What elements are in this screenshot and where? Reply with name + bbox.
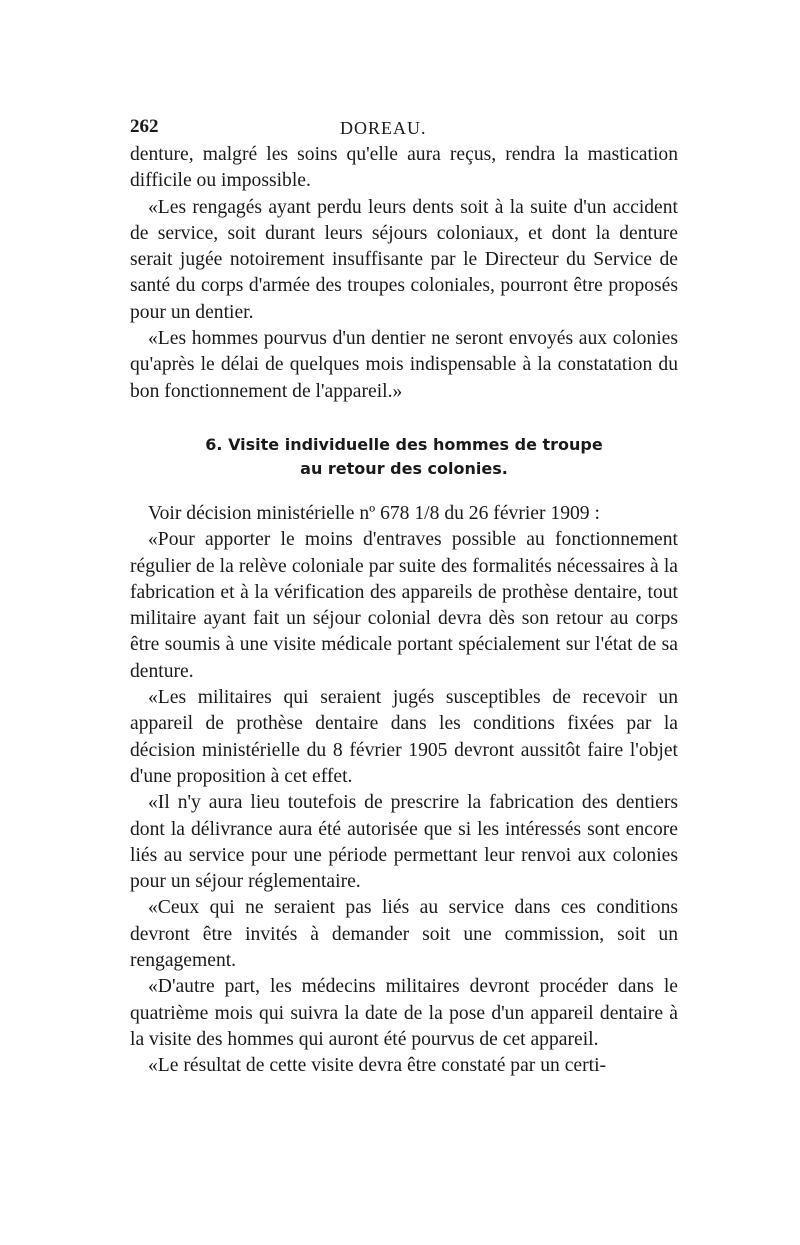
paragraph-militaires-susceptibles: «Les militaires qui seraient jugés susceptibles de recevoir un appareil de prothèse dentaire dans les conditions fixées par la décision ministérielle du 8 février 1905 devront aussitôt faire l'objet d'une proposition à cet effet. <box>130 687 678 787</box>
section-heading <box>130 433 678 481</box>
paragraph-hommes-pourvus: «Les hommes pourvus d'un dentier ne seront envoyés aux colonies qu'après le délai de quelques mois indispensable à la constatation du bon fonctionnement de l'appareil.» <box>130 328 678 402</box>
paragraph-fabrication-dentiers: «Il n'y aura lieu toutefois de prescrire la fabrication des dentiers dont la délivrance aura été autorisée que si les intéressés sont encore liés au service pour une période permettant leur renvoi aux colonies pour un séjour réglementaire. <box>130 792 678 893</box>
page-header <box>130 112 678 142</box>
section-heading-line-2: au retour des colonies. <box>300 458 508 478</box>
section-heading-line-1: 6. Visite individuelle des hommes de troupe <box>205 434 603 454</box>
paragraph-continuation: denture, malgré les soins qu'elle aura reçus, rendra la mastication difficile ou impossible. <box>130 144 678 192</box>
paragraph-medecins-militaires: «D'autre part, les médecins militaires devront procéder dans le quatrième mois qui suivra la date de la pose d'un appareil dentaire à la visite des hommes qui auront été pourvus de cet appareil. <box>130 976 678 1050</box>
page-number: 262 <box>130 116 159 137</box>
paragraph-releve-coloniale: «Pour apporter le moins d'entraves possible au fonctionnement régulier de la relève coloniale par suite des formalités nécessaires à la fabrication et à la vérification des appareils de prothèse dentaire, tout militaire ayant fait un séjour colonial devra dès son retour au corps être soumis à une visite médicale portant spécialement sur l'état de sa denture. <box>130 529 678 682</box>
paragraph-rengages: «Les rengagés ayant perdu leurs dents soit à la suite d'un accident de service, soit durant leurs séjours coloniaux, et dont la denture serait jugée notoirement insuffisante par le Directeur du Service de santé du corps d'armée des troupes coloniales, pourront être proposés pour un dentier. <box>130 196 678 323</box>
running-head: DOREAU. <box>340 118 427 138</box>
paragraph-decision-reference: Voir décision ministérielle nº 678 1/8 du 26 février 1909 : <box>148 502 600 524</box>
paragraph-resultat-visite: «Le résultat de cette visite devra être constaté par un certi- <box>148 1055 607 1077</box>
paragraph-commission: «Ceux qui ne seraient pas liés au service dans ces conditions devront être invités à demander soit une commission, soit un rengagement. <box>130 897 678 972</box>
book-page <box>130 112 678 1080</box>
